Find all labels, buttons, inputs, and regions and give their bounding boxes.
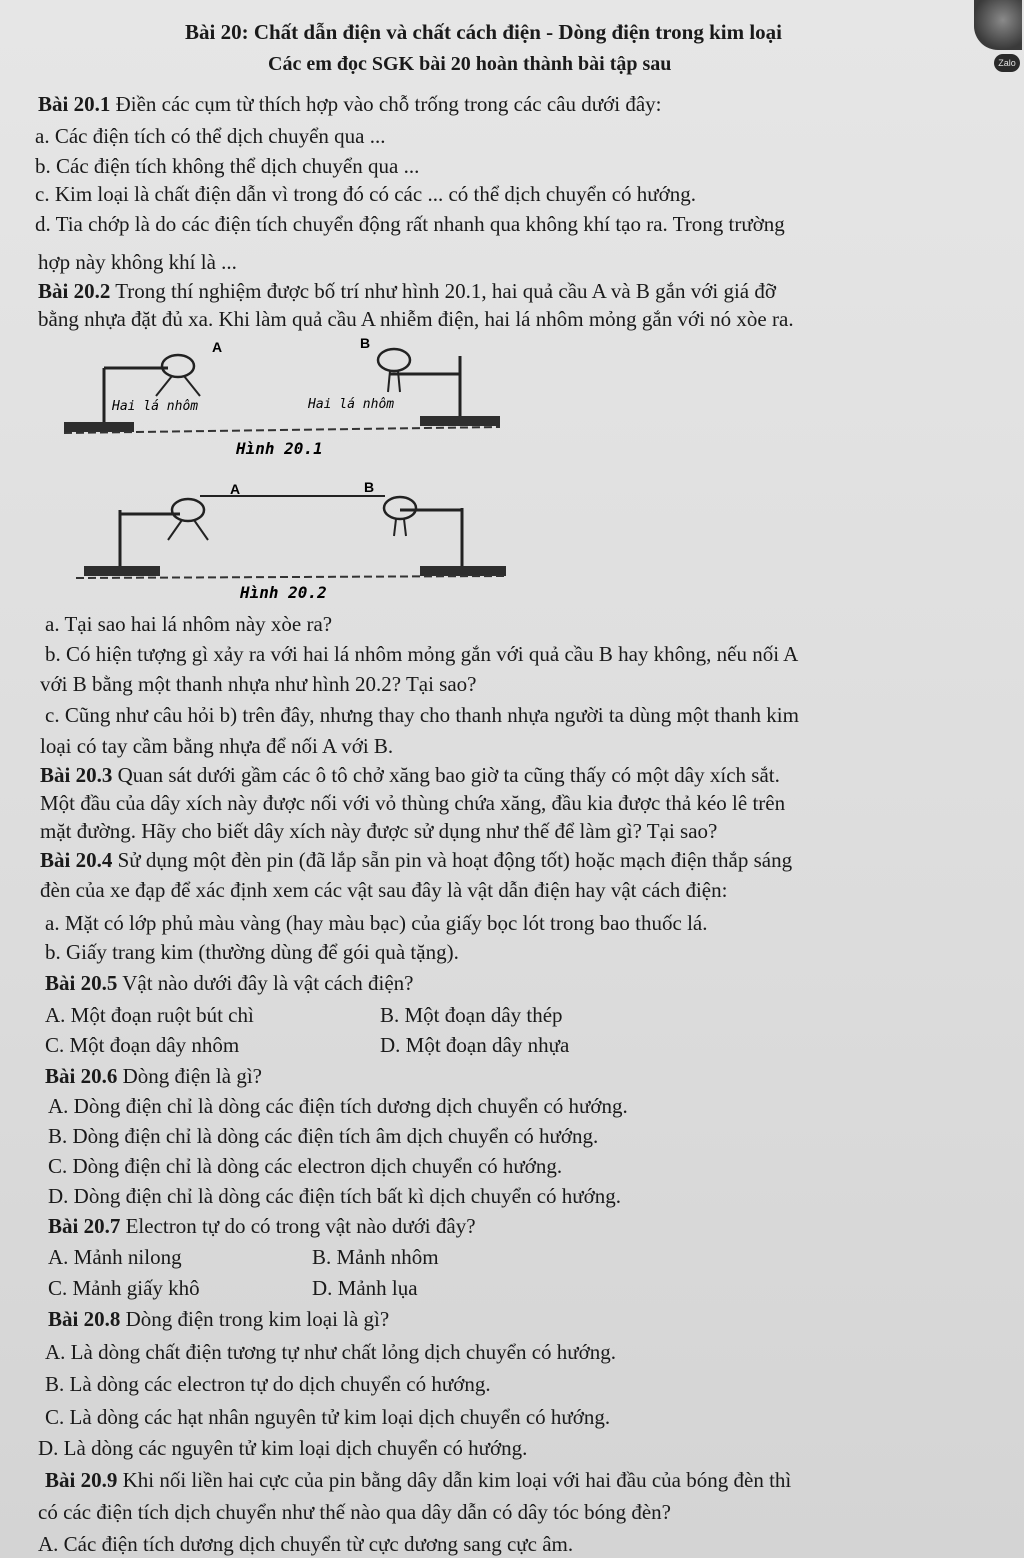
base-right <box>420 566 506 576</box>
option-a[interactable]: A. Dòng điện chỉ là dòng các điện tích dương dịch chuyển có hướng. <box>48 1094 628 1118</box>
question-20-2 <box>38 279 776 303</box>
option-a[interactable]: A. Một đoạn ruột bút chì <box>45 1003 254 1027</box>
label-a: A <box>212 339 223 355</box>
option-b[interactable]: B. Một đoạn dây thép <box>380 1003 563 1027</box>
avatar[interactable] <box>974 0 1022 50</box>
leaf-label-a: Hai lá nhôm <box>112 399 199 414</box>
question-20-1 <box>38 92 661 116</box>
zalo-badge: Zalo <box>994 54 1020 72</box>
option-d[interactable]: D. Mảnh lụa <box>312 1276 418 1300</box>
figure-20-2 <box>60 478 520 604</box>
question-text-cont: bằng nhựa đặt đủ xa. Khi làm quả cầu A nhiễm điện, hai lá nhôm mỏng gắn với nó xòe ra. <box>38 307 794 331</box>
question-text: Dòng điện trong kim loại là gì? <box>120 1307 390 1331</box>
option-c[interactable]: C. Mảnh giấy khô <box>48 1276 200 1300</box>
question-text-cont: Một đầu của dây xích này được nối với vỏ thùng chứa xăng, đầu kia được thả kéo lê trên <box>40 791 786 815</box>
question-20-6 <box>45 1064 262 1088</box>
question-text: Electron tự do có trong vật nào dưới đây? <box>120 1214 476 1238</box>
item-a: a. Tại sao hai lá nhôm này xòe ra? <box>45 612 333 636</box>
question-text: Điền các cụm từ thích hợp vào chỗ trống trong các câu dưới đây: <box>110 92 662 116</box>
question-text: Trong thí nghiệm được bố trí như hình 20.1, hai quả cầu A và B gắn với giá đỡ <box>110 279 776 303</box>
question-20-9 <box>45 1468 791 1492</box>
option-c[interactable]: C. Dòng điện chỉ là dòng các electron dịch chuyển có hướng. <box>48 1154 563 1178</box>
page-subtitle: Các em đọc SGK bài 20 hoàn thành bài tập sau <box>268 53 672 75</box>
question-text: Vật nào dưới đây là vật cách điện? <box>117 971 414 995</box>
figure-caption: Hình 20.1 <box>236 439 323 458</box>
label-b: B <box>360 338 371 351</box>
option-a[interactable]: A. Mảnh nilong <box>48 1245 182 1269</box>
option-b[interactable]: B. Là dòng các electron tự do dịch chuyển có hướng. <box>45 1372 491 1396</box>
item-a: a. Các điện tích có thể dịch chuyển qua ... <box>35 124 386 148</box>
question-text-cont: đèn của xe đạp để xác định xem các vật sau đây là vật dẫn điện hay vật cách điện: <box>40 878 728 902</box>
question-text-cont: mặt đường. Hãy cho biết dây xích này được sử dụng như thế để làm gì? Tại sao? <box>40 819 718 843</box>
figure-caption: Hình 20.2 <box>240 583 327 602</box>
question-text-cont: có các điện tích dịch chuyển như thế nào qua dây dẫn có dây tóc bóng đèn? <box>38 1500 671 1524</box>
question-number: Bài 20.5 <box>45 971 118 995</box>
question-number: Bài 20.3 <box>40 763 113 787</box>
item-c: c. Cũng như câu hỏi b) trên đây, nhưng thay cho thanh nhựa người ta dùng một thanh kim <box>45 703 799 727</box>
question-20-5 <box>45 971 414 995</box>
item-d: d. Tia chớp là do các điện tích chuyển động rất nhanh qua không khí tạo ra. Trong trường <box>35 212 785 236</box>
question-20-4 <box>40 848 792 872</box>
item-b-cont: với B bằng một thanh nhựa như hình 20.2? Tại sao? <box>40 672 477 696</box>
item-b: b. Có hiện tượng gì xảy ra với hai lá nhôm mỏng gắn với quả cầu B hay không, nếu nối A <box>45 642 799 666</box>
question-20-3 <box>40 763 780 787</box>
base-left <box>84 566 160 576</box>
question-number: Bài 20.9 <box>45 1468 118 1492</box>
base-right <box>420 416 500 426</box>
question-number: Bài 20.4 <box>40 848 113 872</box>
label-a: A <box>230 481 241 497</box>
option-b[interactable]: B. Dòng điện chỉ là dòng các điện tích âm dịch chuyển có hướng. <box>48 1124 599 1148</box>
option-d[interactable]: D. Là dòng các nguyên tử kim loại dịch chuyển có hướng. <box>38 1436 528 1460</box>
label-b: B <box>364 479 375 495</box>
question-text: Quan sát dưới gầm các ô tô chở xăng bao giờ ta cũng thấy có một dây xích sắt. <box>112 763 780 787</box>
question-number: Bài 20.2 <box>38 279 111 303</box>
option-b[interactable]: B. Mảnh nhôm <box>312 1245 439 1269</box>
question-text: Sử dụng một đèn pin (đã lắp sẵn pin và hoạt động tốt) hoặc mạch điện thắp sáng <box>112 848 793 872</box>
item-c: c. Kim loại là chất điện dẫn vì trong đó có các ... có thể dịch chuyển có hướng. <box>35 182 697 206</box>
question-number: Bài 20.6 <box>45 1064 118 1088</box>
item-c-cont: loại có tay cầm bằng nhựa để nối A với B. <box>40 734 394 758</box>
figure-20-1 <box>60 338 520 458</box>
question-number: Bài 20.7 <box>48 1214 121 1238</box>
question-number: Bài 20.1 <box>38 92 111 116</box>
option-a[interactable]: A. Là dòng chất điện tương tự như chất lỏng dịch chuyển có hướng. <box>45 1340 617 1364</box>
item-d-cont: hợp này không khí là ... <box>38 250 237 274</box>
question-number: Bài 20.8 <box>48 1307 121 1331</box>
item-a: a. Mặt có lớp phủ màu vàng (hay màu bạc) của giấy bọc lót trong bao thuốc lá. <box>45 911 708 935</box>
question-text: Khi nối liền hai cực của pin bằng dây dẫn kim loại với hai đầu của bóng đèn thì <box>117 1468 792 1492</box>
question-20-7 <box>48 1214 476 1238</box>
option-d[interactable]: D. Dòng điện chỉ là dòng các điện tích bất kì dịch chuyển có hướng. <box>48 1184 621 1208</box>
item-b: b. Giấy trang kim (thường dùng để gói quà tặng). <box>45 940 459 964</box>
base-left <box>64 422 134 432</box>
leaf-label-b: Hai lá nhôm <box>308 397 395 412</box>
option-c[interactable]: C. Là dòng các hạt nhân nguyên tử kim loại dịch chuyển có hướng. <box>45 1405 611 1429</box>
page-title: Bài 20: Chất dẫn điện và chất cách điện - Dòng điện trong kim loại <box>185 20 783 44</box>
question-text: Dòng điện là gì? <box>117 1064 262 1088</box>
option-c[interactable]: C. Một đoạn dây nhôm <box>45 1033 240 1057</box>
option-a[interactable]: A. Các điện tích dương dịch chuyển từ cực dương sang cực âm. <box>38 1532 574 1556</box>
question-20-8 <box>48 1307 389 1331</box>
item-b: b. Các điện tích không thể dịch chuyển qua ... <box>35 154 420 178</box>
option-d[interactable]: D. Một đoạn dây nhựa <box>380 1033 570 1057</box>
